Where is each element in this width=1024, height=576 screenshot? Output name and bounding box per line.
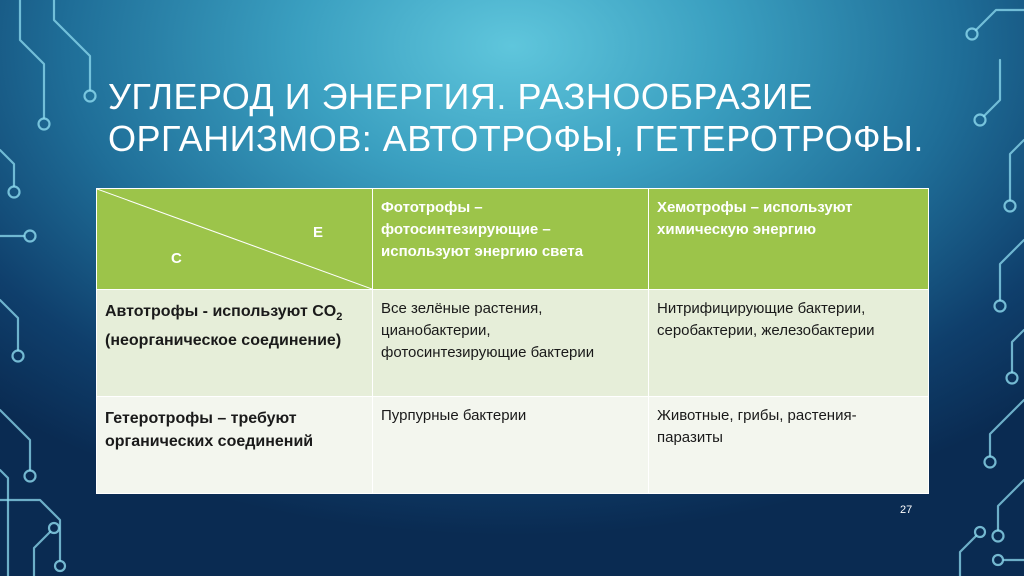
cell-autotrophs-phototrophs: Все зелёные растения, цианобактерии, фотосинтезирующие бактерии [373,290,649,397]
table-header-row [97,189,929,290]
header-phototrophs: Фототрофы – фотосинтезирующие – используют энергию света [373,189,649,290]
table-row [97,290,929,397]
title-line-1: УГЛЕРОД И ЭНЕРГИЯ. РАЗНООБРАЗИЕ [108,76,813,117]
row-head-autotrophs [97,290,373,397]
organisms-table [96,188,929,494]
co2-subscript: 2 [336,311,343,324]
header-chemotrophs: Хемотрофы – используют химическую энергию [649,189,929,290]
autotrophs-label: Автотрофы - используют CO [105,303,337,320]
corner-label-carbon: С [171,250,182,267]
table-row [97,397,929,494]
corner-cell [97,189,373,290]
cell-heterotrophs-chemotrophs: Животные, грибы, растения-паразиты [649,397,929,494]
corner-label-energy: Е [313,224,324,241]
cell-heterotrophs-phototrophs: Пурпурные бактерии [373,397,649,494]
page-number: 27 [900,504,913,516]
title-line-2: ОРГАНИЗМОВ: АВТОТРОФЫ, ГЕТЕРОТРОФЫ. [108,118,924,159]
row-head-heterotrophs: Гетеротрофы – требуют органических соединений [97,397,373,494]
cell-autotrophs-chemotrophs: Нитрифицирующие бактерии, серобактерии, железобактерии [649,290,929,397]
page-title [108,76,928,160]
corner-diagonal [97,189,372,289]
autotrophs-label-rest: (неорганическое соединение) [105,332,342,350]
